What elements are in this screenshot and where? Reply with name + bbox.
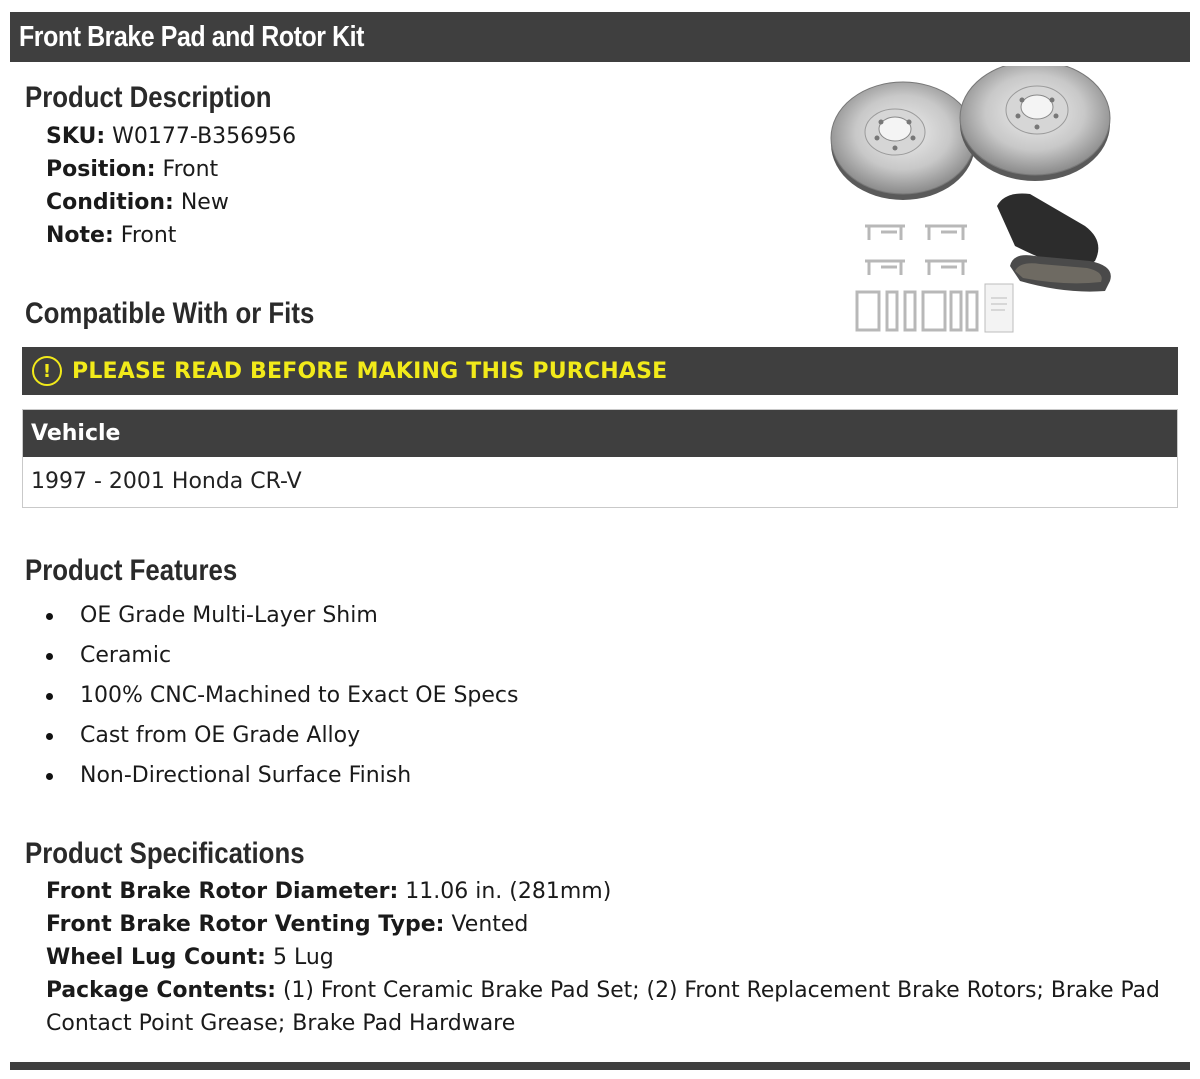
feature-text: OE Grade Multi-Layer Shim [80,603,378,628]
list-item [0,718,519,758]
list-item [0,758,519,798]
venting-type-line [46,908,528,941]
bullet-icon [46,733,53,740]
product-specifications-heading: Product Specifications [25,837,305,870]
feature-text: Non-Directional Surface Finish [80,763,412,788]
list-item [0,678,519,718]
table-row: 1997 - 2001 Honda CR-V [31,469,302,494]
sku-label: SKU: [46,124,106,149]
list-item [0,638,519,678]
venting-type-label: Front Brake Rotor Venting Type: [46,912,445,937]
lug-count-line [46,941,334,974]
rotor-diameter-value: 11.06 in. (281mm) [405,879,612,904]
brake-rotor-right [960,66,1110,181]
condition-value: New [180,190,229,215]
bottom-divider [10,1062,1190,1070]
lug-count-label: Wheel Lug Count: [46,945,266,970]
position-value: Front [162,157,219,182]
product-description-heading: Product Description [25,81,272,114]
feature-text: 100% CNC-Machined to Exact OE Specs [80,683,519,708]
bullet-icon [46,653,53,660]
sku-line [46,120,296,153]
grease-packet [985,284,1013,332]
bullet-icon [46,773,53,780]
brake-rotor-left [831,82,975,200]
package-contents-label: Package Contents: [46,978,277,1003]
feature-text: Cast from OE Grade Alloy [80,723,361,748]
purchase-warning-banner [22,347,1178,395]
package-contents-line [46,974,1160,1007]
features-list [0,598,519,798]
vehicle-table [22,409,1178,508]
package-contents-value: (1) Front Ceramic Brake Pad Set; (2) Front Replacement Brake Rotors; Brake Pad [282,978,1160,1003]
note-value: Front [120,223,177,248]
compatible-heading: Compatible With or Fits [25,297,315,330]
rotor-diameter-label: Front Brake Rotor Diameter: [46,879,399,904]
position-line [46,153,218,186]
bullet-icon [46,693,53,700]
lug-count-value: 5 Lug [272,945,334,970]
rotor-diameter-line [46,875,611,908]
hardware-clips [857,226,977,330]
product-image [825,66,1125,336]
brake-pads [997,194,1111,292]
package-contents-continued: Contact Point Grease; Brake Pad Hardware [46,1011,516,1036]
page-title: Front Brake Pad and Rotor Kit [19,21,365,53]
feature-text: Ceramic [80,643,172,668]
sku-value: W0177-B356956 [112,124,297,149]
condition-label: Condition: [46,190,174,215]
list-item [0,598,519,638]
page-title-bar [10,12,1190,62]
warning-icon: ! [32,356,62,386]
position-label: Position: [46,157,156,182]
purchase-warning-text: PLEASE READ BEFORE MAKING THIS PURCHASE [72,358,668,384]
product-features-heading: Product Features [25,554,238,587]
bullet-icon [46,613,53,620]
vehicle-table-header: Vehicle [23,410,1177,457]
note-line [46,219,176,252]
note-label: Note: [46,223,114,248]
venting-type-value: Vented [451,912,529,937]
condition-line [46,186,229,219]
